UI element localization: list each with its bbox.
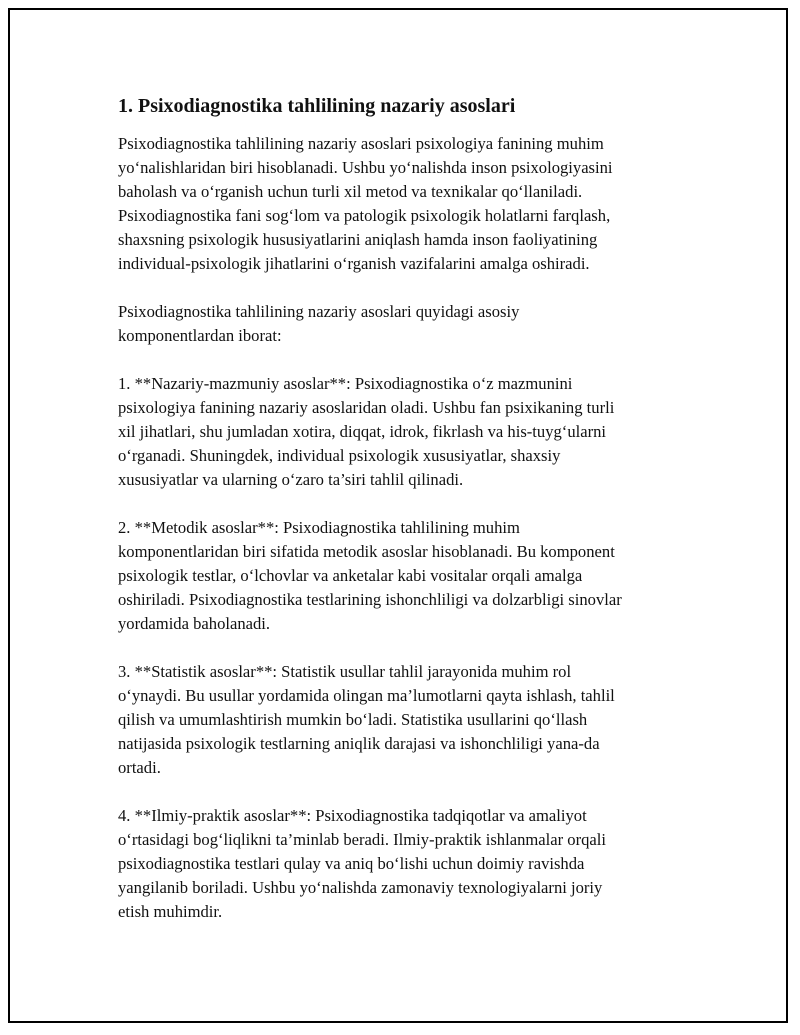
text-line: etish muhimdir. <box>118 902 223 921</box>
text-line: psixologik testlar, o‘lchovlar va anketalar kabi vositalar orqali amalga <box>118 566 583 585</box>
text-line: baholash va o‘rganish uchun turli xil metod va texnikalar qo‘llaniladi. <box>118 182 583 201</box>
text-line: individual-psixologik jihatlarini o‘rganish vazifalarini amalga oshiradi. <box>118 254 590 273</box>
text-line: o‘rtasidagi bog‘liqlikni ta’minlab beradi. Ilmiy-praktik ishlanmalar orqali <box>118 830 607 849</box>
text-line: o‘rganadi. Shuningdek, individual psixologik xususiyatlar, shaxsiy <box>118 446 561 465</box>
paragraph-item-2 <box>118 516 698 636</box>
text-line: Psixodiagnostika tahlilining nazariy asoslari psixologiya fanining muhim <box>118 134 604 153</box>
text-line: 1. **Nazariy-mazmuniy asoslar**: Psixodiagnostika o‘z mazmunini <box>118 374 573 393</box>
paragraph-item-3 <box>118 660 698 780</box>
document-body <box>118 94 698 948</box>
text-line: Psixodiagnostika tahlilining nazariy asoslari quyidagi asosiy <box>118 302 520 321</box>
paragraph-components-intro <box>118 300 698 348</box>
text-line: psixologiya fanining nazariy asoslaridan oladi. Ushbu fan psixikaning turli <box>118 398 615 417</box>
text-line: xususiyatlar va ularning o‘zaro ta’siri tahlil qilinadi. <box>118 470 464 489</box>
text-line: qilish va umumlashtirish mumkin bo‘ladi. Statistika usullarini qo‘llash <box>118 710 588 729</box>
text-line: 4. **Ilmiy-praktik asoslar**: Psixodiagnostika tadqiqotlar va amaliyot <box>118 806 587 825</box>
text-line: komponentlardan iborat: <box>118 326 282 345</box>
text-line: 3. **Statistik asoslar**: Statistik usullar tahlil jarayonida muhim rol <box>118 662 572 681</box>
paragraph-intro <box>118 132 698 276</box>
text-line: xil jihatlari, shu jumladan xotira, diqqat, idrok, fikrlash va his-tuyg‘ularni <box>118 422 607 441</box>
text-line: ortadi. <box>118 758 161 777</box>
text-line: o‘ynaydi. Bu usullar yordamida olingan ma’lumotlarni qayta ishlash, tahlil <box>118 686 615 705</box>
text-line: yo‘nalishlaridan biri hisoblanadi. Ushbu yo‘nalishda inson psixologiyasini <box>118 158 613 177</box>
document-title: 1. Psixodiagnostika tahlilining nazariy asoslari <box>118 95 516 117</box>
paragraph-item-4 <box>118 804 698 924</box>
text-line: oshiriladi. Psixodiagnostika testlarining ishonchliligi va dolzarbligi sinovlar <box>118 590 622 609</box>
text-line: Psixodiagnostika fani sog‘lom va patologik psixologik holatlarni farqlash, <box>118 206 611 225</box>
text-line: yangilanib boriladi. Ushbu yo‘nalishda zamonaviy texnologiyalarni joriy <box>118 878 603 897</box>
text-line: yordamida baholanadi. <box>118 614 271 633</box>
paragraph-item-1 <box>118 372 698 492</box>
text-line: psixodiagnostika testlari qulay va aniq bo‘lishi uchun doimiy ravishda <box>118 854 585 873</box>
text-line: natijasida psixologik testlarning aniqlik darajasi va ishonchliligi yana-da <box>118 734 600 753</box>
text-line: shaxsning psixologik hususiyatlarini aniqlash hamda inson faoliyatining <box>118 230 598 249</box>
text-line: 2. **Metodik asoslar**: Psixodiagnostika tahlilining muhim <box>118 518 520 537</box>
text-line: komponentlaridan biri sifatida metodik asoslar hisoblanadi. Bu komponent <box>118 542 615 561</box>
